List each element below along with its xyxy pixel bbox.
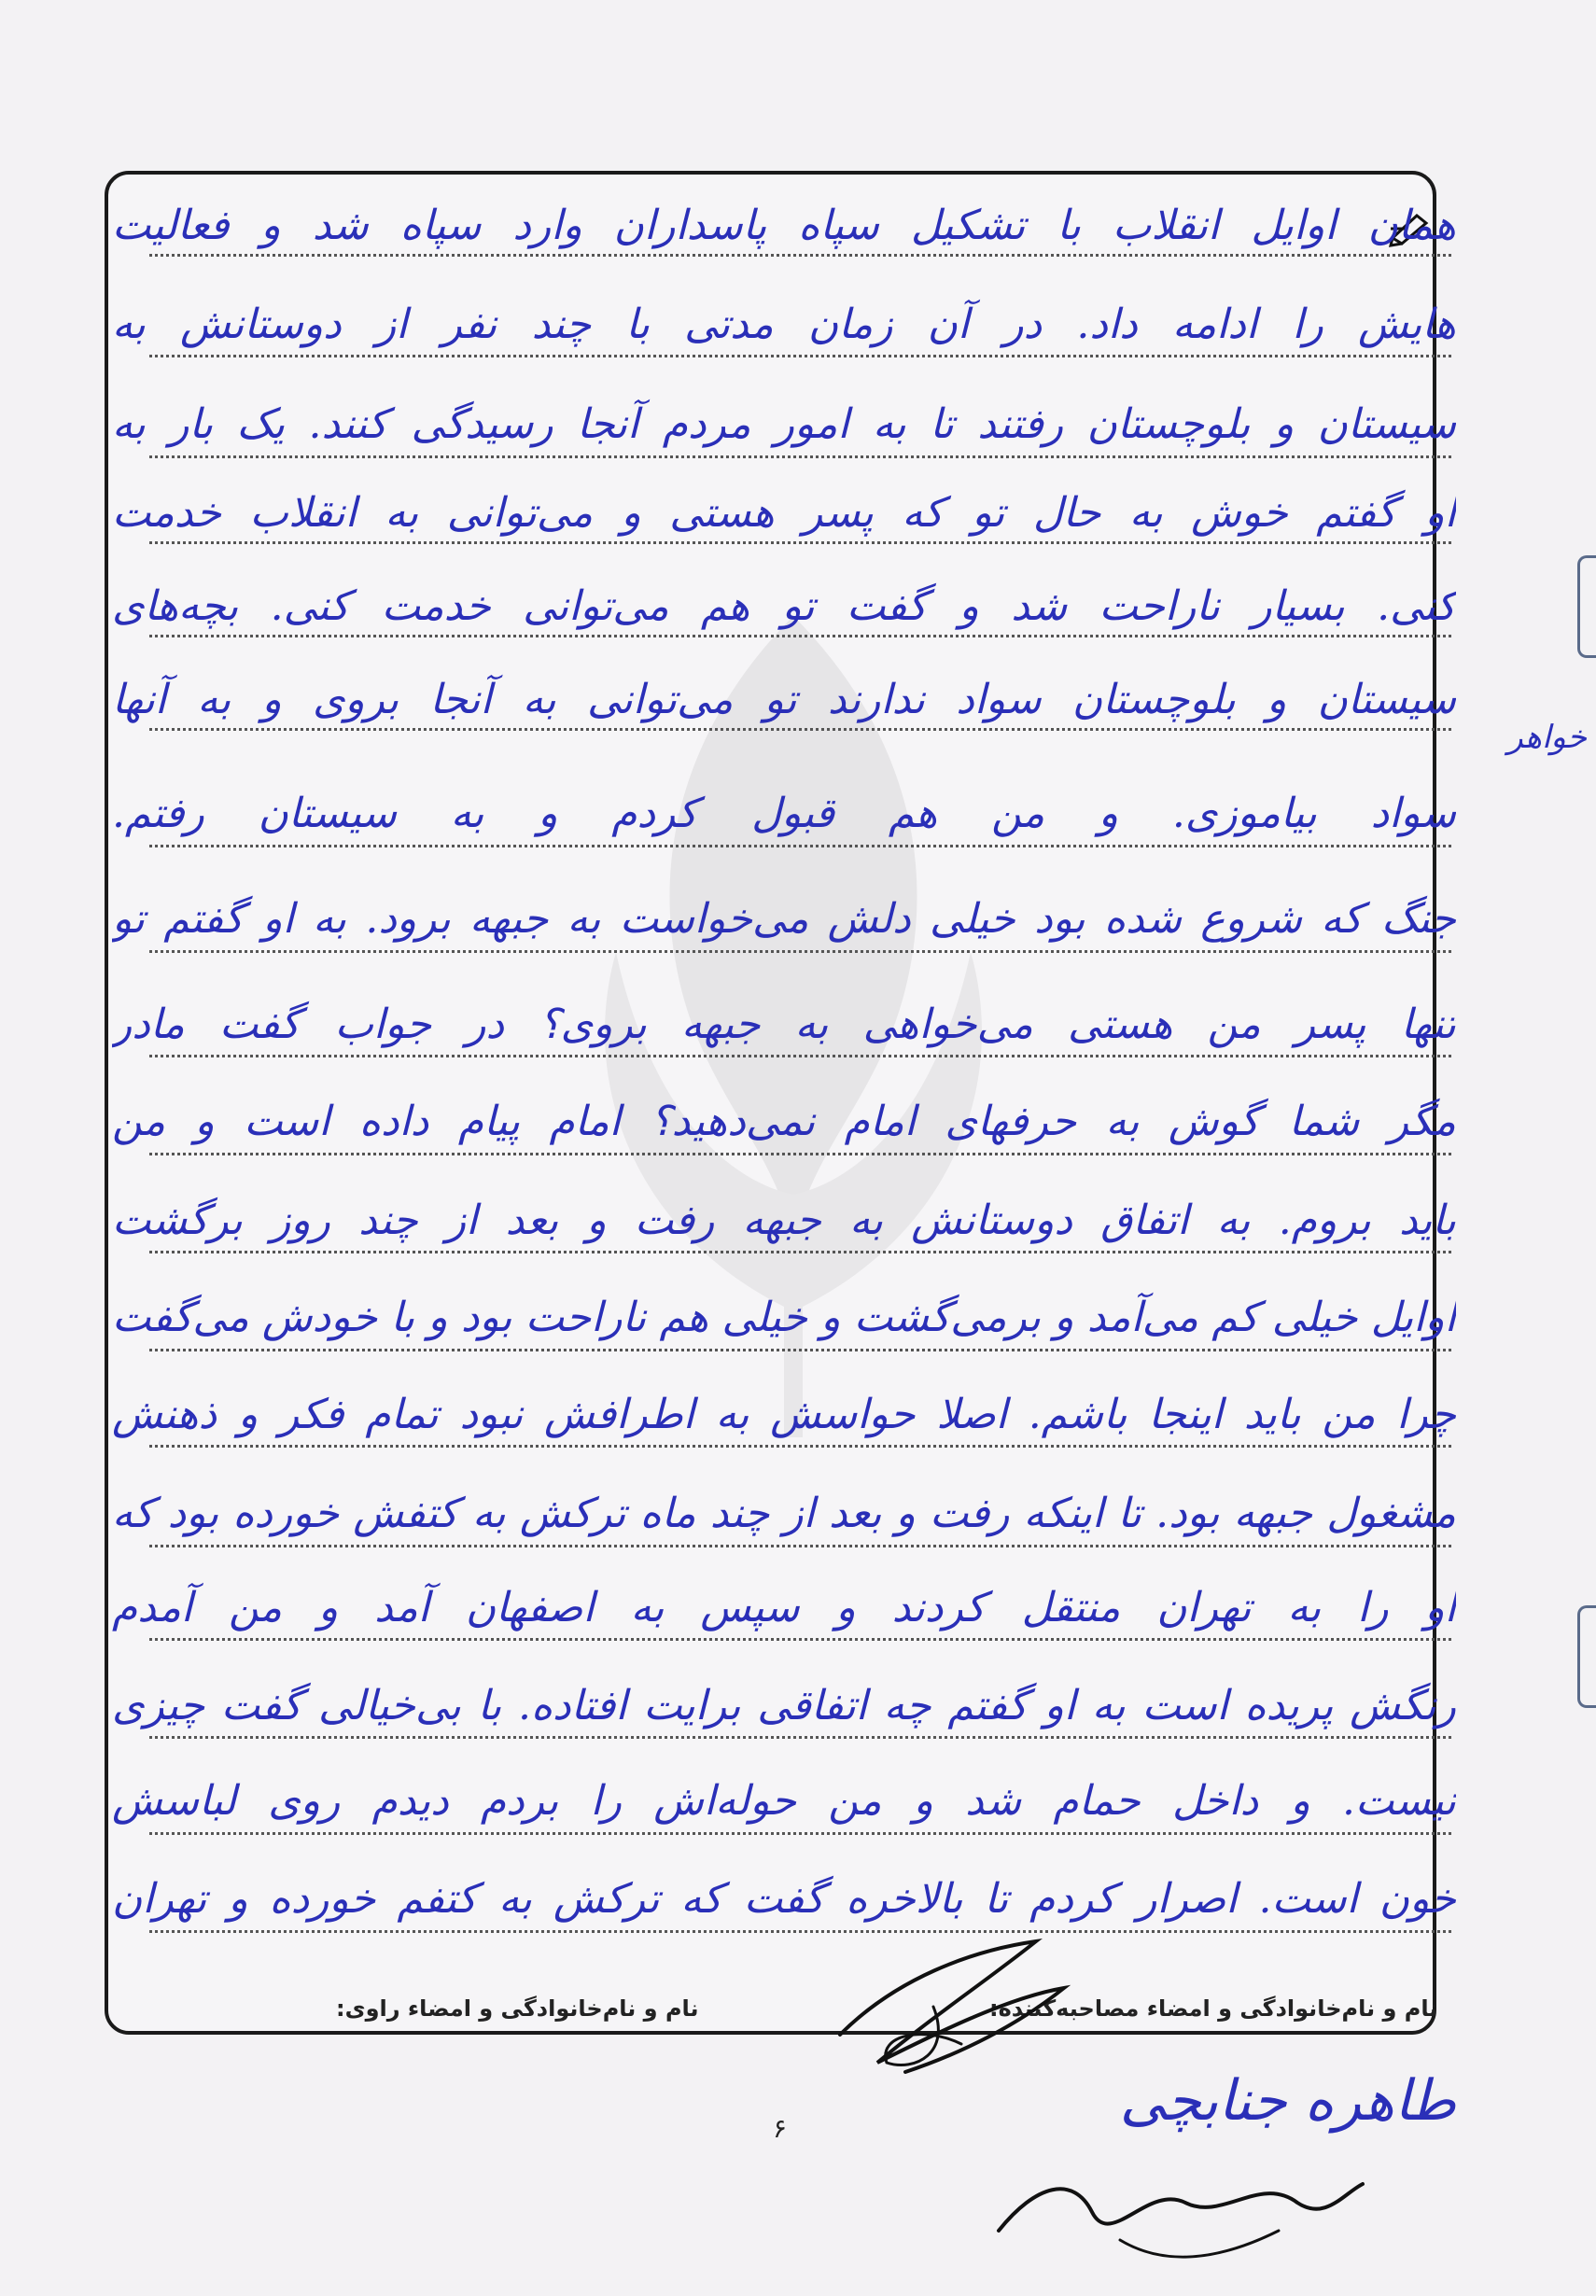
handwritten-line: سواد بیاموزی. و من هم قبول کردم و به سیستان رفتم. <box>112 790 1456 837</box>
narrator-scribble <box>980 2147 1372 2277</box>
binding-clip <box>1577 1605 1596 1708</box>
narrator-label: نام و نام‌خانوادگی و امضاء راوی: <box>336 1995 699 2022</box>
interviewer-signature <box>821 1923 1101 2081</box>
handwritten-line: مشغول جبهه بود. تا اینکه رفت و بعد از چند ماه ترکش به کتفش خورده بود که <box>112 1490 1456 1537</box>
ruled-line <box>149 1055 1451 1057</box>
ruled-line <box>149 845 1451 847</box>
interviewer-label: نام و نام‌خانوادگی و امضاء مصاحبه‌کننده: <box>989 1995 1438 2022</box>
handwritten-line: سیستان و بلوچستان رفتند تا به امور مردم آنجا رسیدگی کنند. یک بار به <box>112 400 1456 448</box>
handwritten-line: رنگش پریده است به او گفتم چه اتفاقی برایت افتاده. با بی‌خیالی گفت چیزی <box>112 1682 1456 1729</box>
handwritten-line: چرا من باید اینجا باشم. اصلا حواسش به اطرافش نبود تمام فکر و ذهنش <box>112 1391 1456 1438</box>
margin-note: خواهر <box>1507 719 1587 756</box>
narrator-signature: طاهره جنابچی <box>1119 2068 1456 2134</box>
ruled-line <box>149 1545 1451 1547</box>
ruled-line <box>149 1349 1451 1351</box>
handwritten-line: جنگ که شروع شده بود خیلی دلش می‌خواست به جبهه برود. به او گفتم تو <box>112 895 1456 943</box>
handwritten-line: نیست. و داخل حمام شد و من حوله‌اش را بردم دیدم روی لباسش <box>112 1777 1456 1825</box>
ruled-line <box>149 355 1451 357</box>
ruled-line <box>149 1251 1451 1253</box>
ruled-line <box>149 455 1451 458</box>
handwritten-line: همان اوایل انقلاب با تشکیل سپاه پاسداران وارد سپاه شد و فعالیت <box>112 202 1456 249</box>
handwritten-line: مگر شما گوش به حرفهای امام نمی‌دهید؟ امام پیام داده است و من <box>112 1098 1456 1145</box>
handwritten-line: اوایل خیلی کم می‌آمد و برمی‌گشت و خیلی هم ناراحت بود و با خودش می‌گفت <box>112 1294 1456 1341</box>
handwritten-line: تنها پسر من هستی می‌خواهی به جبهه بروی؟ در جواب گفت مادر <box>112 1001 1456 1048</box>
page-number: ۶ <box>773 2113 788 2144</box>
ruled-line <box>149 1736 1451 1739</box>
handwritten-line: هایش را ادامه داد. در آن زمان مدتی با چند نفر از دوستانش به <box>112 301 1456 348</box>
ruled-line <box>149 1153 1451 1155</box>
handwritten-line: او را به تهران منتقل کردند و سپس به اصفهان آمد و من آمدم <box>112 1584 1456 1631</box>
handwritten-line: او گفتم خوش به حال تو که پسر هستی و می‌توانی به انقلاب خدمت <box>112 489 1456 537</box>
handwritten-line: باید بروم. به اتفاق دوستانش به جبهه رفت و بعد از چند روز برگشت <box>112 1197 1456 1244</box>
ruled-line <box>149 950 1451 953</box>
binding-clip <box>1577 555 1596 658</box>
handwritten-line: سیستان و بلوچستان سواد ندارند تو می‌توانی به آنجا بروی و به آنها <box>112 676 1456 723</box>
ruled-line <box>149 1638 1451 1641</box>
handwritten-line: کنی. بسیار ناراحت شد و گفت تو هم می‌توانی خدمت کنی. بچه‌های <box>112 582 1456 630</box>
ruled-line <box>149 1445 1451 1448</box>
ruled-line <box>149 1930 1451 1933</box>
handwritten-line: خون است. اصرار کردم تا بالاخره گفت که ترکش به کتفم خورده و تهران <box>112 1875 1456 1923</box>
ruled-line <box>149 1832 1451 1835</box>
